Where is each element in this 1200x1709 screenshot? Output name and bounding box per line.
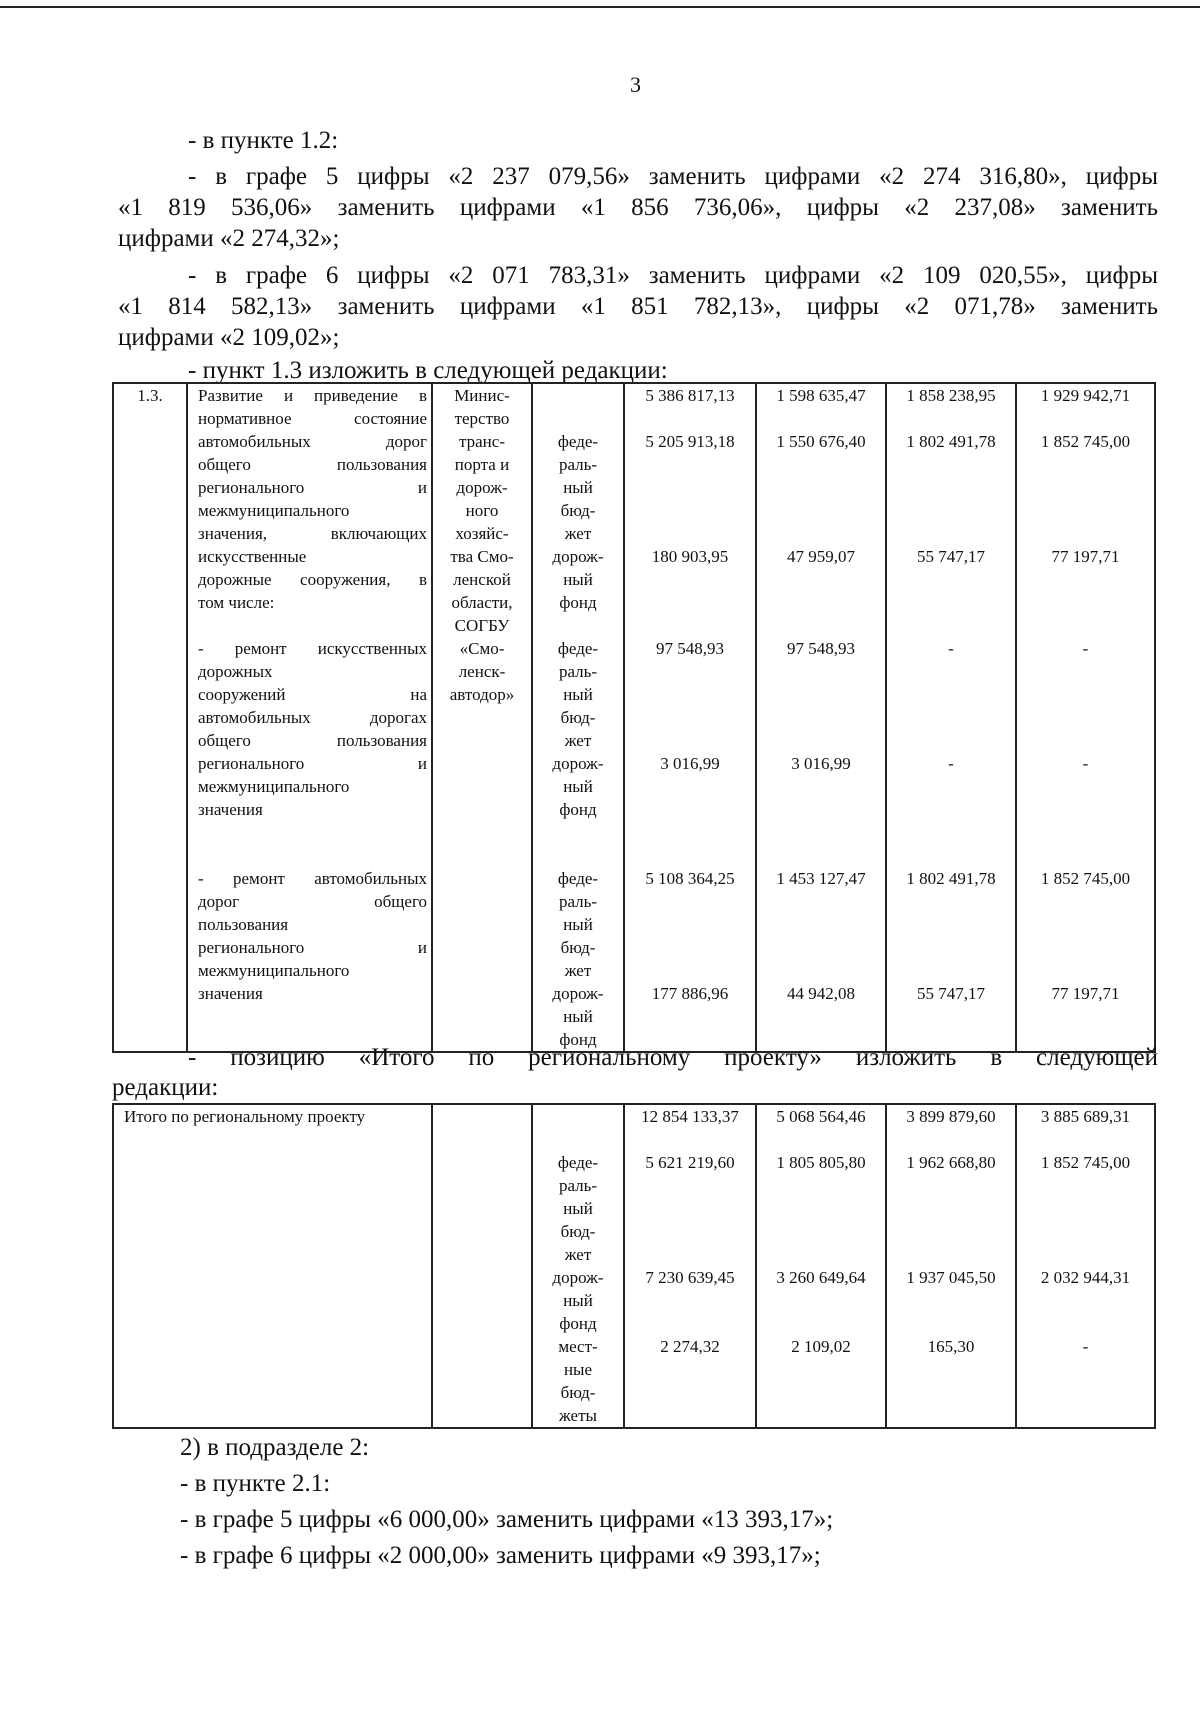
empty-line	[1017, 591, 1154, 614]
empty-line	[1017, 1312, 1154, 1335]
total-label-cell	[113, 1104, 432, 1428]
executor-line: дорож-	[456, 478, 508, 497]
empty-line	[757, 798, 885, 821]
row-number: 1.3.	[137, 386, 163, 405]
empty-line	[757, 476, 885, 499]
funding-source-line: феде-	[557, 869, 599, 888]
description-line: автомобильных дорогах	[198, 708, 427, 727]
funding-source-line: феде-	[557, 1153, 599, 1172]
amount-value: 5 205 913,18	[645, 432, 735, 451]
funding-source-line: феде-	[557, 432, 599, 451]
table-regional-project-total	[112, 1103, 1156, 1429]
empty-line	[757, 1243, 885, 1266]
total-label: Итого по региональному проекту	[124, 1107, 366, 1126]
executor-line: порта и	[454, 455, 510, 474]
empty-line	[887, 1174, 1015, 1197]
description-line: общего пользования	[198, 731, 427, 750]
empty-line	[887, 1312, 1015, 1335]
empty-line	[757, 959, 885, 982]
description-line: том числе:	[198, 593, 275, 612]
empty-line	[887, 1289, 1015, 1312]
empty-line	[757, 913, 885, 936]
empty-line	[1017, 798, 1154, 821]
funding-source-line: фонд	[559, 1030, 597, 1049]
amount-value: -	[948, 639, 954, 658]
page-number: 3	[630, 72, 641, 97]
empty-line	[757, 1312, 885, 1335]
description-line	[198, 614, 427, 637]
funding-source-line: бюд-	[560, 1383, 596, 1402]
funding-source-cell	[532, 383, 624, 1052]
column5-change-line3: цифрами «2 274,32»;	[118, 225, 340, 252]
funding-source-line: ный	[563, 777, 593, 796]
empty-line	[757, 890, 885, 913]
empty-line	[757, 706, 885, 729]
empty-line	[887, 959, 1015, 982]
empty-line	[757, 1220, 885, 1243]
empty-line	[625, 1005, 755, 1028]
amount-value: 12 854 133,37	[641, 1107, 739, 1126]
empty-line	[625, 913, 755, 936]
description-line	[198, 844, 427, 867]
description-line: значения	[198, 800, 263, 819]
empty-line	[625, 1381, 755, 1404]
point-2-1-column6-change: - в графе 6 цифры «2 000,00» заменить цифрами «9 393,17»;	[180, 1542, 821, 1569]
empty-line	[887, 1197, 1015, 1220]
executor-line: Минис-	[454, 386, 510, 405]
point-1-3-heading: - пункт 1.3 изложить в следующей редакции:	[188, 357, 668, 384]
description-line: автомобильных дорог	[198, 432, 427, 451]
empty-line	[1017, 1404, 1154, 1427]
empty-line	[887, 1358, 1015, 1381]
description-line: регионального и	[198, 938, 427, 957]
empty-line	[887, 453, 1015, 476]
column5-change-line2: «1 819 536,06» заменить цифрами «1 856 736,06», цифры «2 237,08» заменить	[118, 194, 1158, 221]
executor-line: «Смо-	[459, 639, 505, 658]
empty-line	[757, 683, 885, 706]
funding-source-line: раль-	[558, 1176, 598, 1195]
amount-value: 1 962 668,80	[906, 1153, 996, 1172]
executor-line: области,	[451, 593, 513, 612]
point-2-1-column5-change: - в графе 5 цифры «6 000,00» заменить цифрами «13 393,17»;	[180, 1506, 834, 1533]
funding-source-line: бюд-	[560, 938, 596, 957]
description-line	[198, 1005, 427, 1028]
funding-source-line: дорож-	[552, 984, 604, 1003]
empty-line	[625, 821, 755, 844]
empty-line	[887, 1243, 1015, 1266]
amount-value: -	[1082, 1337, 1089, 1356]
funding-source-line: жет	[564, 961, 592, 980]
empty-line	[625, 706, 755, 729]
funding-source-line: фонд	[559, 1314, 597, 1333]
executor-cell	[432, 383, 532, 1052]
amount-value: 1 929 942,71	[1040, 386, 1131, 405]
amount-value: 3 260 649,64	[776, 1268, 866, 1287]
empty-line	[887, 729, 1015, 752]
executor-line: СОГБУ	[454, 616, 510, 635]
empty-line	[1017, 476, 1154, 499]
description-line: - ремонт искусственных	[198, 639, 427, 658]
empty-line	[757, 1197, 885, 1220]
amount-value: 1 453 127,47	[776, 869, 866, 888]
empty-line	[1017, 1358, 1154, 1381]
funding-source-line: раль-	[558, 892, 598, 911]
description-line: регионального и	[198, 478, 427, 497]
empty-line	[625, 1128, 755, 1151]
total-position-line2: редакции:	[112, 1074, 219, 1101]
empty-line	[757, 568, 885, 591]
empty-line	[887, 522, 1015, 545]
empty-line	[1017, 1243, 1154, 1266]
empty-line	[1017, 913, 1154, 936]
empty-line	[757, 1174, 885, 1197]
funding-source-line	[533, 407, 623, 430]
empty-line	[625, 959, 755, 982]
amount-value: 3 016,99	[660, 754, 720, 773]
funding-source-line: раль-	[558, 455, 598, 474]
funding-source-line: раль-	[558, 662, 598, 681]
empty-line	[887, 591, 1015, 614]
amount-value: 55 747,17	[917, 984, 985, 1003]
empty-line	[1017, 1174, 1154, 1197]
description-line: сооружений на	[198, 685, 427, 704]
funding-source-line	[533, 384, 623, 407]
funding-source-line: бюд-	[560, 1222, 596, 1241]
description-line: межмуниципального	[198, 777, 350, 796]
description-line: общего пользования	[198, 455, 427, 474]
empty-line	[1017, 706, 1154, 729]
executor-line: хозяйс-	[455, 524, 509, 543]
funding-source-line	[533, 614, 623, 637]
funding-source-line: ный	[563, 478, 593, 497]
empty-line	[1017, 1197, 1154, 1220]
funding-source-line: бюд-	[560, 708, 596, 727]
amount-value: 44 942,08	[787, 984, 855, 1003]
funding-source-line: дорож-	[552, 1268, 604, 1287]
funding-source-line: ный	[563, 685, 593, 704]
empty-line	[625, 1358, 755, 1381]
executor-line: транс-	[459, 432, 505, 451]
amount-value: 2 274,32	[660, 1337, 720, 1356]
executor-line: ного	[465, 501, 499, 520]
amount-value: 1 852 745,00	[1040, 1153, 1131, 1172]
executor-line: ленск-	[458, 662, 506, 681]
column6-change-line3: цифрами «2 109,02»;	[118, 324, 340, 351]
empty-line	[625, 1289, 755, 1312]
empty-line	[757, 775, 885, 798]
amount-value: 55 747,17	[917, 547, 985, 566]
year1-value-cell	[756, 1104, 886, 1428]
empty-line	[1017, 683, 1154, 706]
empty-line	[625, 890, 755, 913]
top-border-line	[0, 6, 1200, 8]
table-point-1-3	[112, 382, 1156, 1053]
amount-value: 77 197,71	[1051, 547, 1120, 566]
empty-line	[757, 614, 885, 637]
executor-line: терство	[454, 409, 510, 428]
empty-line	[625, 1197, 755, 1220]
empty-line	[1017, 1128, 1154, 1151]
funding-source-line: ные	[563, 1360, 593, 1379]
description-line: дорожных	[198, 662, 273, 681]
empty-line	[887, 683, 1015, 706]
empty-line	[887, 1220, 1015, 1243]
amount-value: 47 959,07	[787, 547, 855, 566]
empty-line	[887, 706, 1015, 729]
empty-line	[757, 1404, 885, 1427]
amount-value: 2 032 944,31	[1040, 1268, 1131, 1287]
funding-source-line: ный	[563, 1007, 593, 1026]
empty-line	[757, 821, 885, 844]
description-line: дорожные сооружения, в	[198, 570, 427, 589]
funding-source-line: дорож-	[552, 754, 604, 773]
empty-line	[625, 729, 755, 752]
amount-value: 177 886,96	[651, 984, 729, 1003]
total-position-line1: - позицию «Итого по региональному проекту» изложить в следующей	[188, 1044, 1158, 1071]
empty-line	[625, 499, 755, 522]
empty-line	[757, 522, 885, 545]
empty-line	[1017, 660, 1154, 683]
amount-value: 5 621 219,60	[645, 1153, 735, 1172]
amount-value: 1 598 635,47	[776, 386, 866, 405]
year3-value-cell	[1016, 383, 1155, 1052]
empty-line	[887, 844, 1015, 867]
empty-executor-cell	[432, 1104, 532, 1428]
empty-line	[757, 729, 885, 752]
executor-line: ленской	[453, 570, 511, 589]
empty-line	[757, 1358, 885, 1381]
description-line: пользования	[198, 915, 289, 934]
funding-source-cell	[532, 1104, 624, 1428]
funding-source-line: ный	[563, 570, 593, 589]
amount-value: 1 805 805,80	[776, 1153, 866, 1172]
empty-line	[625, 522, 755, 545]
empty-line	[757, 1381, 885, 1404]
executor-line: автодор»	[449, 685, 515, 704]
empty-line	[1017, 568, 1154, 591]
amount-value: 3 016,99	[791, 754, 851, 773]
description-line: Развитие и приведение в	[198, 386, 427, 405]
year2-value-cell	[886, 383, 1016, 1052]
empty-line	[1017, 407, 1154, 430]
funding-source-line: ный	[563, 915, 593, 934]
empty-line	[625, 1312, 755, 1335]
empty-line	[757, 407, 885, 430]
empty-line	[625, 936, 755, 959]
table-row	[113, 1104, 1155, 1428]
funding-source-line	[533, 844, 623, 867]
empty-line	[757, 936, 885, 959]
empty-line	[625, 798, 755, 821]
year1-value-cell	[756, 383, 886, 1052]
empty-line	[625, 453, 755, 476]
amount-value: 3 885 689,31	[1040, 1107, 1131, 1126]
empty-line	[625, 568, 755, 591]
empty-line	[887, 1005, 1015, 1028]
empty-line	[887, 407, 1015, 430]
amount-value: 1 550 676,40	[776, 432, 866, 451]
amount-value: 5 386 817,13	[645, 386, 735, 405]
year2-value-cell	[886, 1104, 1016, 1428]
funding-source-line: бюд-	[560, 501, 596, 520]
amount-value: 97 548,93	[787, 639, 855, 658]
empty-line	[1017, 614, 1154, 637]
empty-line	[757, 1005, 885, 1028]
empty-line	[887, 499, 1015, 522]
total-value-cell	[624, 1104, 756, 1428]
empty-line	[887, 821, 1015, 844]
empty-line	[887, 568, 1015, 591]
amount-value: 1 802 491,78	[906, 869, 996, 888]
funding-source-line	[533, 821, 623, 844]
empty-line	[757, 1128, 885, 1151]
empty-line	[625, 407, 755, 430]
empty-line	[887, 775, 1015, 798]
funding-source-line: жет	[564, 1245, 592, 1264]
empty-line	[1017, 936, 1154, 959]
amount-value: 1 858 238,95	[906, 386, 996, 405]
description-cell	[187, 383, 432, 1052]
amount-value: -	[1082, 754, 1089, 773]
amount-value: 1 937 045,50	[906, 1268, 996, 1287]
empty-line	[1017, 522, 1154, 545]
empty-line	[757, 844, 885, 867]
amount-value: 165,30	[927, 1337, 975, 1356]
empty-line	[887, 890, 1015, 913]
empty-line	[625, 683, 755, 706]
description-line: регионального и	[198, 754, 427, 773]
table-row	[113, 383, 1155, 1052]
amount-value: -	[1082, 639, 1089, 658]
empty-line	[887, 660, 1015, 683]
empty-line	[887, 476, 1015, 499]
empty-line	[625, 476, 755, 499]
amount-value: 2 109,02	[791, 1337, 851, 1356]
amount-value: 1 802 491,78	[906, 432, 996, 451]
amount-value: 5 108 364,25	[645, 869, 735, 888]
empty-line	[1017, 1381, 1154, 1404]
description-line: межмуниципального	[198, 501, 350, 520]
empty-line	[887, 614, 1015, 637]
empty-line	[1017, 1220, 1154, 1243]
year3-value-cell	[1016, 1104, 1155, 1428]
description-line: межмуниципального	[198, 961, 350, 980]
funding-source-line: жеты	[559, 1406, 597, 1425]
total-value-cell	[624, 383, 756, 1052]
empty-line	[757, 499, 885, 522]
amount-value: -	[948, 754, 954, 773]
empty-line	[625, 591, 755, 614]
empty-line	[757, 453, 885, 476]
amount-value: 3 899 879,60	[906, 1107, 996, 1126]
empty-line	[887, 1128, 1015, 1151]
empty-line	[887, 936, 1015, 959]
description-line: значения, включающих	[198, 524, 427, 543]
column6-change-line1: - в графе 6 цифры «2 071 783,31» заменить цифрами «2 109 020,55», цифры	[188, 262, 1158, 289]
column5-change-line1: - в графе 5 цифры «2 237 079,56» заменить цифрами «2 274 316,80», цифры	[188, 163, 1158, 190]
description-line	[198, 821, 427, 844]
empty-line	[1017, 821, 1154, 844]
point-2-1-heading: - в пункте 2.1:	[180, 1470, 331, 1497]
empty-line	[625, 844, 755, 867]
funding-source-line	[533, 1128, 623, 1151]
empty-line	[757, 1289, 885, 1312]
description-line: нормативное состояние	[198, 409, 427, 428]
empty-line	[1017, 499, 1154, 522]
empty-line	[757, 591, 885, 614]
column6-change-line2: «1 814 582,13» заменить цифрами «1 851 782,13», цифры «2 071,78» заменить	[118, 293, 1158, 320]
funding-source-line: жет	[564, 524, 592, 543]
empty-line	[1017, 844, 1154, 867]
executor-line: тва Смо-	[450, 547, 514, 566]
empty-line	[625, 1220, 755, 1243]
description-line: значения	[198, 984, 263, 1003]
empty-line	[625, 1404, 755, 1427]
amount-value: 1 852 745,00	[1040, 869, 1131, 888]
subsection-2-heading: 2) в подразделе 2:	[180, 1434, 370, 1461]
funding-source-line: дорож-	[552, 547, 604, 566]
amount-value: 180 903,95	[651, 547, 729, 566]
amount-value: 7 230 639,45	[645, 1268, 735, 1287]
empty-line	[1017, 1289, 1154, 1312]
empty-line	[1017, 775, 1154, 798]
empty-line	[625, 775, 755, 798]
funding-source-line: ный	[563, 1199, 593, 1218]
empty-line	[625, 660, 755, 683]
amount-value: 5 068 564,46	[776, 1107, 866, 1126]
funding-source-line: мест-	[558, 1337, 598, 1356]
empty-line	[625, 1174, 755, 1197]
empty-line	[1017, 453, 1154, 476]
point-1-2-heading: - в пункте 1.2:	[188, 127, 339, 154]
amount-value: 1 852 745,00	[1040, 432, 1131, 451]
amount-value: 77 197,71	[1051, 984, 1120, 1003]
description-line: - ремонт автомобильных	[198, 869, 427, 888]
empty-line	[1017, 959, 1154, 982]
description-line: искусственные	[198, 547, 307, 566]
empty-line	[887, 913, 1015, 936]
empty-line	[1017, 1005, 1154, 1028]
empty-line	[625, 1243, 755, 1266]
empty-line	[887, 1404, 1015, 1427]
funding-source-line: ный	[563, 1291, 593, 1310]
empty-line	[625, 614, 755, 637]
funding-source-line: жет	[564, 731, 592, 750]
empty-line	[757, 660, 885, 683]
description-line: дорог общего	[198, 892, 427, 911]
funding-source-line: феде-	[557, 639, 599, 658]
amount-value: 97 548,93	[656, 639, 724, 658]
empty-line	[1017, 890, 1154, 913]
empty-line	[887, 1381, 1015, 1404]
row-number-cell	[113, 383, 187, 1052]
empty-line	[1017, 729, 1154, 752]
empty-line	[887, 798, 1015, 821]
funding-source-line	[533, 1105, 623, 1128]
funding-source-line: фонд	[559, 800, 597, 819]
funding-source-line: фонд	[559, 593, 597, 612]
